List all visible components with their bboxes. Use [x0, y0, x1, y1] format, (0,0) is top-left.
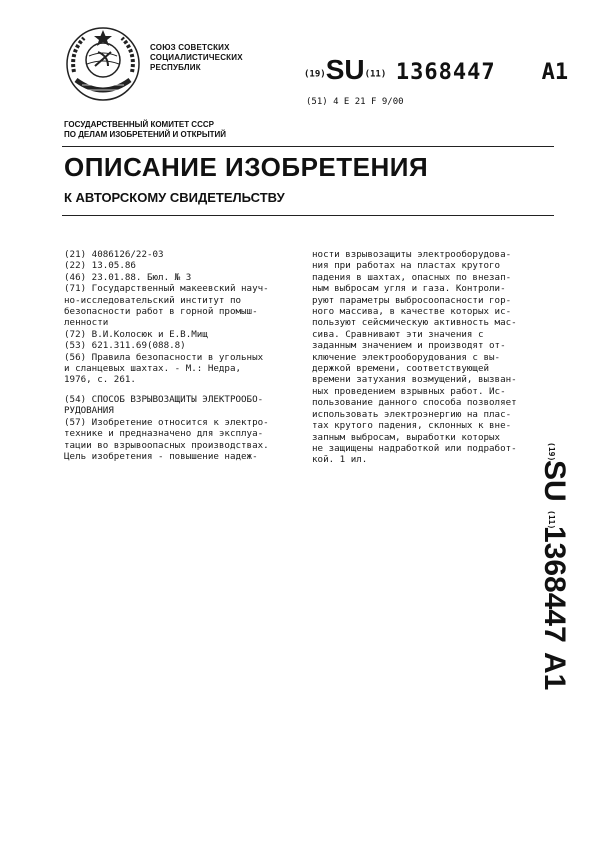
vertical-country-code: SU: [538, 460, 571, 502]
vertical-code-19: (19): [547, 442, 556, 462]
abstract-line: времени затухания возмущений, вызван-: [312, 374, 517, 386]
abstract-line: сива. Сравнивают эти значения с: [312, 328, 484, 340]
abstract-line: Цель изобретения - повышение надеж-: [64, 450, 258, 462]
code-11: (11): [364, 69, 387, 80]
abstract-line: ным выбросам угля и газа. Контроли-: [312, 283, 506, 295]
invention-title-line: РУДОВАНИЯ: [64, 405, 114, 417]
abstract-line: руют параметры выбросоопасности гор-: [312, 294, 512, 306]
biblio-line: (56) Правила безопасности в угольных: [64, 351, 264, 363]
biblio-line: (22) 13.05.86: [64, 260, 136, 272]
abstract-line: заданным значением и производят от-: [312, 340, 506, 352]
ipc-classification: (51) 4 E 21 F 9/00: [306, 97, 404, 107]
biblio-line: ленности: [64, 317, 109, 329]
abstract-line: тах крутого падения, склонных к вне-: [312, 420, 512, 432]
union-name: [150, 43, 243, 73]
biblio-line: безопасности работ в горной промыш-: [64, 306, 258, 318]
country-code: SU: [325, 54, 365, 85]
code-19: (19): [304, 69, 326, 80]
patent-number: 1368447: [395, 60, 496, 85]
union-line: СОЦИАЛИСТИЧЕСКИХ: [150, 53, 243, 62]
biblio-line: (71) Государственный макеевский науч-: [64, 283, 269, 295]
abstract-line: тации во взрывоопасных производствах.: [64, 439, 269, 451]
abstract-line: не защищены надработкой или подработ-: [312, 442, 517, 454]
biblio-line: и сланцевых шахтах. - М.: Недра,: [64, 363, 242, 375]
document-title: ОПИСАНИЕ ИЗОБРЕТЕНИЯ: [64, 152, 429, 182]
kind-code: A1: [541, 60, 569, 85]
vertical-publication-number: [535, 440, 585, 700]
vertical-patent-number: 1368447: [538, 526, 571, 643]
divider: [62, 215, 554, 216]
biblio-line: (46) 23.01.88. Бюл. № 3: [64, 271, 192, 283]
right-column: [312, 249, 547, 466]
document-subtitle: К АВТОРСКОМУ СВИДЕТЕЛЬСТВУ: [64, 190, 285, 205]
abstract-line: использовать электроэнергию на плас-: [312, 408, 512, 420]
biblio-line: но-исследовательский институт по: [64, 294, 242, 306]
abstract-line: пользование данного способа позволяет: [312, 397, 517, 409]
left-column: [64, 249, 299, 462]
abstract-line: пользуют сейсмическую активность мас-: [312, 317, 517, 329]
abstract-line: ности взрывозащиты электрооборудова-: [312, 249, 512, 260]
vertical-kind-code: A1: [538, 652, 571, 691]
committee-line: ПО ДЕЛАМ ИЗОБРЕТЕНИЙ И ОТКРЫТИЙ: [64, 130, 227, 139]
abstract-line: падения в шахтах, опасных по внезап-: [312, 271, 512, 283]
ussr-emblem-icon: [62, 22, 144, 104]
committee-name: [64, 120, 226, 140]
biblio-line: 1976, с. 261.: [64, 374, 136, 386]
abstract-line: (57) Изобретение относится к электро-: [64, 416, 269, 428]
abstract-line: ния при работах на пластах крутого: [312, 260, 501, 272]
abstract-line: держкой времени, соответствующей: [312, 363, 490, 375]
biblio-line: (21) 4086126/22-03: [64, 249, 164, 260]
abstract-line: ных проведением взрывных работ. Ис-: [312, 385, 506, 397]
biblio-line: (53) 621.311.69(088.8): [64, 340, 186, 352]
abstract-line: ного массива, в качестве которых ис-: [312, 306, 512, 318]
biblio-line: (72) В.И.Колосюк и Е.В.Мищ: [64, 328, 208, 340]
abstract-line: запным выбросам, выработки которых: [312, 431, 501, 443]
abstract-line: ключение электрооборудования с вы-: [312, 351, 501, 363]
union-line: СОЮЗ СОВЕТСКИХ: [150, 43, 230, 52]
abstract-line: технике и предназначено для эксплуа-: [64, 428, 264, 440]
publication-number: [304, 54, 568, 86]
union-line: РЕСПУБЛИК: [150, 63, 201, 72]
invention-title-line: (54) СПОСОБ ВЗРЫВОЗАЩИТЫ ЭЛЕКТРООБО-: [64, 393, 264, 405]
committee-line: ГОСУДАРСТВЕННЫЙ КОМИТЕТ СССР: [64, 120, 214, 129]
vertical-code-11: (11): [547, 510, 556, 530]
abstract-line: кой. 1 ил.: [312, 454, 368, 466]
divider: [62, 146, 554, 147]
